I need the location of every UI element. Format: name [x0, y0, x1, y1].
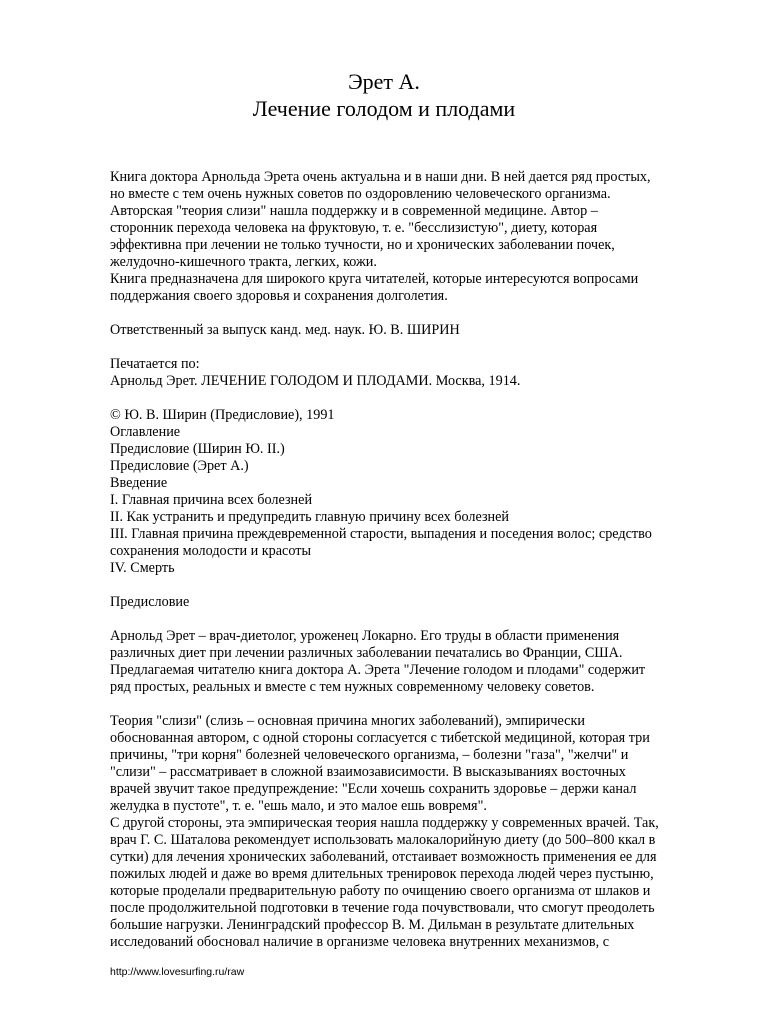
preface-heading-block — [110, 594, 710, 611]
preface-heading: Предисловие — [110, 594, 190, 610]
paragraph-line: ряд простых, реальных и вместе с тем нужных современному человеку советов. — [110, 679, 595, 695]
annotation-line: но вместе с тем очень нужных советов по оздоровлению человеческого организма. — [110, 186, 611, 202]
annotation-line: Книга доктора Арнольда Эрета очень актуальна и в наши дни. В ней дается ряд простых, — [110, 169, 651, 185]
paragraph-line: после продолжительной подготовки в течение года почувствовали, что смогут преодолеть — [110, 900, 655, 916]
toc-item: IV. Смерть — [110, 560, 175, 576]
paragraph-line: врачей звучит такое предупреждение: "Если хочешь сохранить здоровье – держи канал — [110, 781, 637, 797]
annotation-line: поддержания своего здоровья и сохранения долголетия. — [110, 288, 448, 304]
preface-paragraph-1 — [110, 628, 710, 696]
annotation-line: Книга предназначена для широкого круга читателей, которые интересуются вопросами — [110, 271, 639, 287]
paragraph-line: большие нагрузки. Ленинградский профессор В. М. Дильман в результате длительных — [110, 917, 635, 933]
title-block — [0, 68, 768, 122]
annotation-paragraph — [110, 169, 710, 305]
annotation-line: сторонник перехода человека на фруктовую, т. е. "бесслизистую", диету, которая — [110, 220, 598, 236]
paragraph-line: Теория "слизи" (слизь – основная причина многих заболеваний), эмпирически — [110, 713, 585, 729]
paragraph-line: причины, "три корня" болезней человеческого организма, – болезни "газа", "желчи" и — [110, 747, 629, 763]
paragraph-line: Арнольд Эрет – врач-диетолог, уроженец Локарно. Его труды в области применения — [110, 628, 620, 644]
printed-source — [110, 356, 710, 390]
toc-item: I. Главная причина всех болезней — [110, 492, 313, 508]
printed-label: Печатается по: — [110, 356, 200, 372]
editor-line — [110, 322, 710, 339]
annotation-line: желудочно-кишечного тракта, легких, кожи. — [110, 254, 377, 270]
paragraph-line: врач Г. С. Шаталова рекомендует использовать малокалорийную диету (до 500–800 ккал в — [110, 832, 656, 848]
paragraph-line: обоснованная автором, с одной стороны согласуется с тибетской медициной, которая три — [110, 730, 650, 746]
paragraph-line: которые проделали предварительную работу по очищению своего организма от шлаков и — [110, 883, 651, 899]
paragraph-line: Предлагаемая читателю книга доктора А. Эрета "Лечение голодом и плодами" содержит — [110, 662, 646, 678]
paragraph-line: различных диет при лечении различных заболевании печатались во Франции, США. — [110, 645, 623, 661]
paragraph-line: "слизи" – рассматривает в сложной взаимозависимости. В высказываниях восточных — [110, 764, 626, 780]
toc-item: II. Как устранить и предупредить главную причину всех болезней — [110, 509, 510, 525]
toc-item: сохранения молодости и красоты — [110, 543, 311, 559]
paragraph-line: сутки) для лечения хронических заболеваний, отстаивает возможность применения ее для — [110, 849, 657, 865]
preface-paragraph-2 — [110, 713, 710, 951]
paragraph-line: пожилых людей и даже во время длительных тренировок перехода людей через пустыню, — [110, 866, 654, 882]
book-title: Лечение голодом и плодами — [252, 96, 516, 121]
spacer — [110, 305, 710, 322]
spacer — [110, 696, 710, 713]
annotation-line: эффективна при лечении не только тучности, но и хронических заболевании почек, — [110, 237, 615, 253]
toc-item: III. Главная причина преждевременной старости, выпадения и поседения волос; средство — [110, 526, 652, 542]
toc-item: Предисловие (Эрет А.) — [110, 458, 249, 474]
table-of-contents — [110, 407, 710, 577]
toc-heading: Оглавление — [110, 424, 181, 440]
spacer — [110, 339, 710, 356]
spacer — [110, 577, 710, 594]
footer-url-link[interactable]: http://www.lovesurfing.ru/raw — [110, 966, 245, 978]
annotation-line: Авторская "теория слизи" нашла поддержку и в современной медицине. Автор – — [110, 203, 598, 219]
toc-item: Предисловие (Ширин Ю. II.) — [110, 441, 285, 457]
printed-source-text: Арнольд Эрет. ЛЕЧЕНИЕ ГОЛОДОМ И ПЛОДАМИ. Москва, 1914. — [110, 373, 521, 389]
paragraph-line: исследований обосновал наличие в организме человека внутренних механизмов, с — [110, 934, 609, 950]
author-title: Эрет А. — [348, 69, 420, 94]
editor-text: Ответственный за выпуск канд. мед. наук. Ю. В. ШИРИН — [110, 322, 460, 338]
copyright-line: © Ю. В. Ширин (Предисловие), 1991 — [110, 407, 335, 423]
spacer — [110, 390, 710, 407]
toc-item: Введение — [110, 475, 168, 491]
document-body — [110, 169, 710, 951]
spacer — [110, 611, 710, 628]
paragraph-line: желудка в пустоте", т. е. "ешь мало, и это малое ешь вовремя". — [110, 798, 487, 814]
paragraph-line: С другой стороны, эта эмпирическая теория нашла поддержку у современных врачей. Так, — [110, 815, 659, 831]
